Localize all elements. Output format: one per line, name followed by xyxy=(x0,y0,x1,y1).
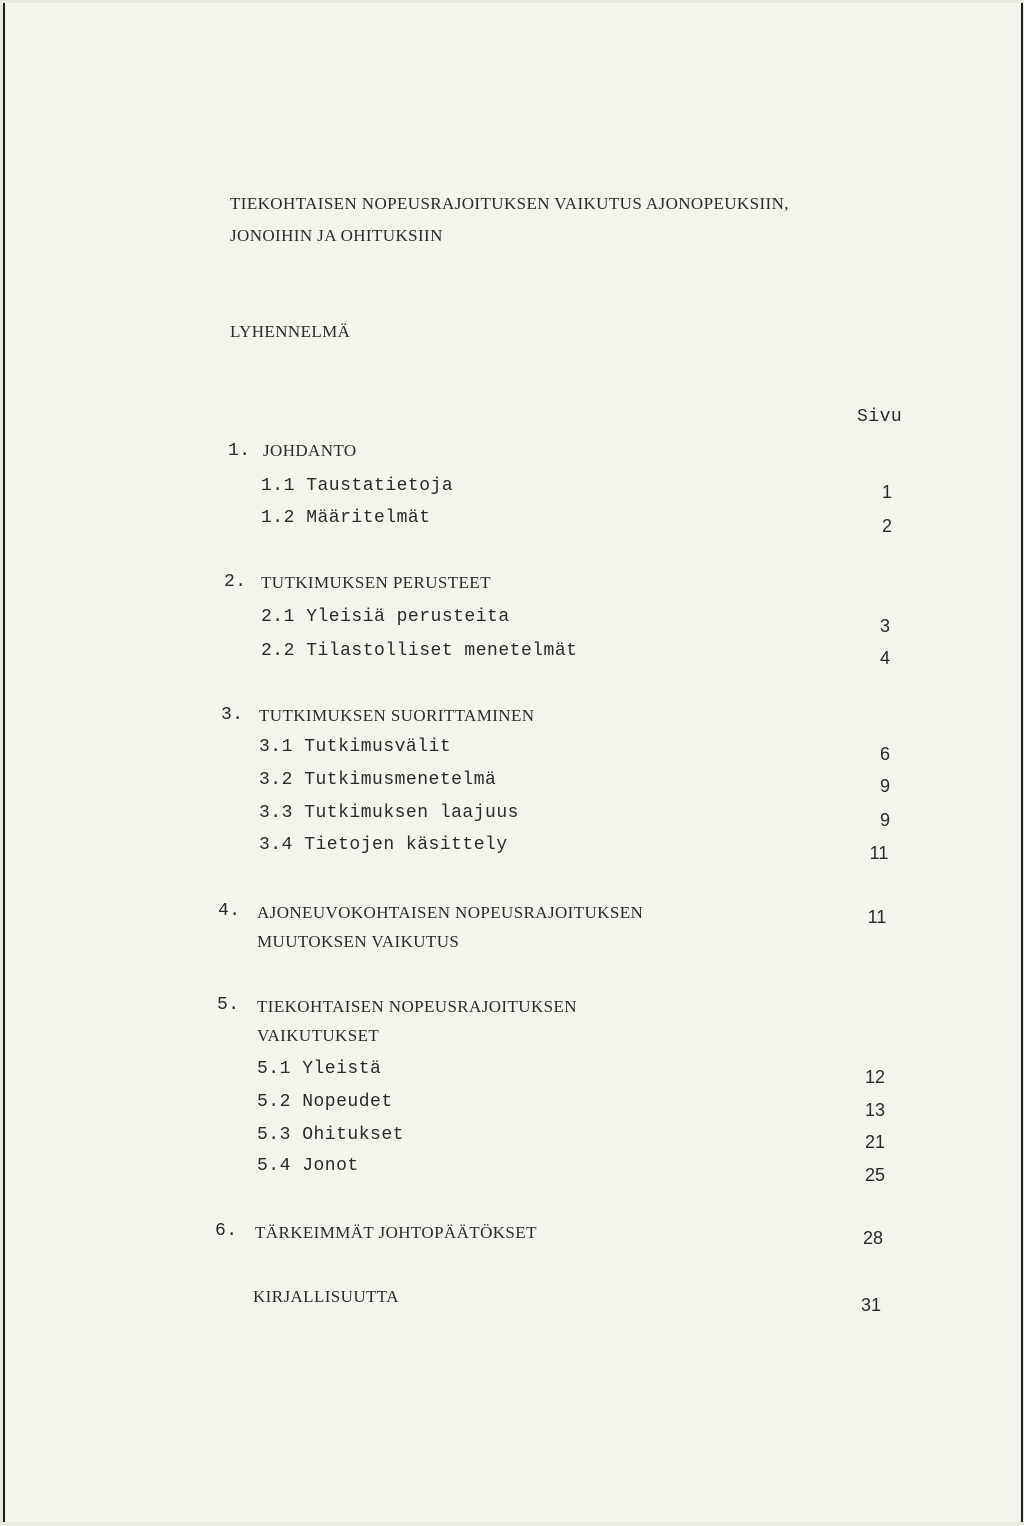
toc-page-references: 31 xyxy=(860,1295,882,1315)
toc-page-5-1: 12 xyxy=(864,1067,886,1087)
section-1-title: JOHDANTO xyxy=(263,441,357,460)
toc-entry-3-1: 3.1 Tutkimusvälit xyxy=(259,737,452,757)
toc-entry-1-2: 1.2 Määritelmät xyxy=(261,508,431,528)
summary-heading: LYHENNELMÄ xyxy=(230,322,351,341)
toc-page-3-1: 6 xyxy=(879,744,890,764)
toc-entry-5-4: 5.4 Jonot xyxy=(257,1156,359,1176)
section-6-title: TÄRKEIMMÄT JOHTOPÄÄTÖKSET xyxy=(255,1223,537,1242)
section-3-number: 3. xyxy=(221,705,244,725)
section-5-title-line2: VAIKUTUKSET xyxy=(257,1026,380,1045)
section-1-number: 1. xyxy=(228,441,251,461)
toc-entry-2-1: 2.1 Yleisiä perusteita xyxy=(261,607,510,627)
section-4-number: 4. xyxy=(218,901,241,921)
toc-entry-2-2: 2.2 Tilastolliset menetelmät xyxy=(261,641,578,661)
toc-entry-3-2: 3.2 Tutkimusmenetelmä xyxy=(259,770,497,790)
document-title-line2: JONOIHIN JA OHITUKSIIN xyxy=(230,226,443,245)
toc-page-3-4: 11 xyxy=(869,843,889,863)
toc-page-2-1: 3 xyxy=(879,616,890,636)
document-page xyxy=(3,3,1023,1522)
toc-entry-3-4: 3.4 Tietojen käsittely xyxy=(259,835,508,855)
section-3-title: TUTKIMUKSEN SUORITTAMINEN xyxy=(259,706,535,725)
page-column-header: Sivu xyxy=(857,407,903,427)
toc-page-6: 28 xyxy=(862,1228,884,1248)
toc-entry-3-3: 3.3 Tutkimuksen laajuus xyxy=(259,803,519,823)
toc-entry-5-2: 5.2 Nopeudet xyxy=(257,1092,393,1112)
section-2-title: TUTKIMUKSEN PERUSTEET xyxy=(261,573,491,592)
toc-page-5-3: 21 xyxy=(864,1132,886,1152)
section-4-title-line1: AJONEUVOKOHTAISEN NOPEUSRAJOITUKSEN xyxy=(257,903,644,922)
toc-page-1-2: 2 xyxy=(881,516,892,536)
toc-entry-5-3: 5.3 Ohitukset xyxy=(257,1125,404,1145)
toc-page-1-1: 1 xyxy=(881,482,892,502)
toc-page-3-3: 9 xyxy=(879,810,890,830)
toc-entry-5-1: 5.1 Yleistä xyxy=(257,1059,382,1079)
references-title: KIRJALLISUUTTA xyxy=(253,1287,399,1306)
section-5-title-line1: TIEKOHTAISEN NOPEUSRAJOITUKSEN xyxy=(257,997,577,1016)
toc-page-5-2: 13 xyxy=(864,1100,886,1120)
toc-entry-1-1: 1.1 Taustatietoja xyxy=(261,476,454,496)
toc-page-4: 11 xyxy=(867,907,887,927)
toc-page-3-2: 9 xyxy=(879,776,890,796)
section-6-number: 6. xyxy=(215,1221,238,1241)
section-4-title-line2: MUUTOKSEN VAIKUTUS xyxy=(257,932,460,951)
section-2-number: 2. xyxy=(224,572,247,592)
document-title-line1: TIEKOHTAISEN NOPEUSRAJOITUKSEN VAIKUTUS AJONOPEUKSIIN, xyxy=(230,194,789,213)
toc-page-5-4: 25 xyxy=(864,1165,886,1185)
section-5-number: 5. xyxy=(217,995,240,1015)
toc-page-2-2: 4 xyxy=(879,648,890,668)
